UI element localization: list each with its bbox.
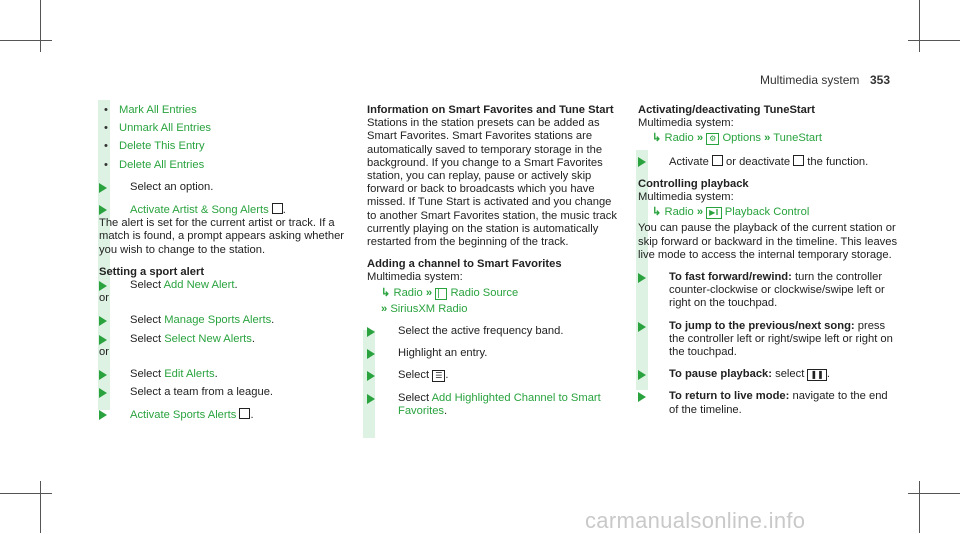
step-arrow-icon: [99, 316, 107, 326]
checkbox-icon: [239, 408, 250, 419]
step: Select an option.: [99, 181, 349, 194]
step: Select Add New Alert.: [99, 279, 349, 292]
play-pause-icon: ▶‖: [706, 207, 721, 219]
path-arrow-icon: ↳: [652, 206, 662, 219]
section-heading: Adding a channel to Smart Favorites: [367, 258, 562, 271]
checkbox-empty-icon: [793, 155, 804, 166]
menu-icon: ☰: [432, 370, 445, 382]
playback-description: You can pause the playback of the current station or skip forward or backward in the timeline. This leaves live mode to access the internal temporary storage.: [638, 222, 898, 261]
activate-artist-alerts-link[interactable]: Activate Artist & Song Alerts: [130, 204, 269, 217]
gear-icon: ⚙: [706, 133, 719, 145]
manage-sports-alerts-link[interactable]: Manage Sports Alerts: [164, 314, 272, 327]
step-arrow-icon: [367, 394, 375, 404]
step-arrow-icon: [99, 205, 107, 215]
radio-link[interactable]: Radio: [393, 286, 423, 299]
path-chevron-icon: »: [381, 302, 388, 315]
step-arrow-icon: [367, 371, 375, 381]
step-arrow-icon: [99, 335, 107, 345]
menu-path-label: Multimedia system:: [367, 271, 463, 284]
column-1: [99, 104, 349, 423]
menu-path-label: Multimedia system:: [638, 117, 734, 130]
step-arrow-icon: [99, 370, 107, 380]
watermark: carmanualsonline.info: [585, 508, 806, 533]
add-new-alert-link[interactable]: Add New Alert: [163, 279, 235, 292]
list-item[interactable]: • Delete This Entry: [99, 140, 349, 153]
section-heading: Controlling playback: [638, 177, 749, 190]
step: To return to live mode: navigate to the end of the timeline.: [638, 390, 898, 416]
activate-sports-alerts-link[interactable]: Activate Sports Alerts: [130, 409, 237, 422]
path-arrow-icon: ↳: [652, 132, 662, 145]
step: Select ☰ .: [367, 369, 617, 382]
step: Highlight an entry.: [367, 347, 617, 360]
section-heading: Setting a sport alert: [99, 265, 205, 278]
section-heading: Activating/deactivating TuneStart: [638, 104, 815, 116]
step: Select a team from a league.: [99, 386, 349, 399]
list-item[interactable]: • Mark All Entries: [99, 104, 349, 117]
playback-control-link[interactable]: Playback Control: [724, 206, 810, 219]
radio-link[interactable]: Radio: [664, 206, 694, 219]
menu-path: [638, 206, 898, 219]
list-item[interactable]: • Unmark All Entries: [99, 122, 349, 135]
step-arrow-icon: [99, 281, 107, 291]
step-arrow-icon: [99, 183, 107, 193]
menu-path: [367, 303, 617, 316]
smart-favorites-info: Stations in the station presets can be added as Smart Favorites. Smart Favorites stations are automatically saved to temporary storage in the background. If you change to a Smart Favorites station, you can replay, pause or actively skip forward or back to broadcasts which you have missed. If Tune Start is activated and you change to another Smart Favorites station, the music track currently playing on the station is automatically restarted from the beginning of the track.: [367, 117, 617, 249]
page-header-title: Multimedia system: [760, 73, 860, 87]
path-chevron-icon: »: [764, 132, 771, 145]
step: To jump to the previous/next song: press the controller left or right/swipe left or right on the touchpad.: [638, 320, 898, 360]
menu-path: [367, 287, 617, 300]
step: Select Select New Alerts.: [99, 333, 349, 346]
path-chevron-icon: »: [696, 206, 704, 219]
step: Activate Artist & Song Alerts .: [99, 203, 349, 217]
crop-mark: [0, 493, 52, 494]
crop-mark: [40, 0, 41, 52]
step: Select the active frequency band.: [367, 325, 617, 338]
step-arrow-icon: [99, 388, 107, 398]
list-item[interactable]: • Delete All Entries: [99, 159, 349, 172]
checkbox-icon: [272, 203, 283, 214]
edit-alerts-link[interactable]: Edit Alerts: [164, 368, 215, 381]
crop-mark: [908, 40, 960, 41]
tunestart-link[interactable]: TuneStart: [773, 132, 822, 145]
column-2: [367, 104, 617, 418]
step: Select Add Highlighted Channel to Smart Favorites.: [367, 392, 617, 418]
add-highlighted-channel-link[interactable]: Add Highlighted Channel to Smart Favorites: [398, 391, 601, 417]
path-arrow-icon: ↳: [381, 286, 391, 299]
radio-link[interactable]: Radio: [664, 132, 694, 145]
step-arrow-icon: [638, 370, 646, 380]
siriusxm-radio-link[interactable]: SiriusXM Radio: [390, 302, 468, 315]
radio-source-link[interactable]: Radio Source: [450, 286, 519, 299]
step-arrow-icon: [99, 410, 107, 420]
crop-mark: [40, 481, 41, 533]
column-3: [638, 104, 898, 417]
step: Activate Sports Alerts .: [99, 408, 349, 422]
step-arrow-icon: [638, 273, 646, 283]
crop-mark: [908, 493, 960, 494]
pause-icon: ❚❚: [807, 369, 826, 381]
options-link[interactable]: Options: [722, 132, 762, 145]
step-arrow-icon: [638, 392, 646, 402]
section-heading: Information on Smart Favorites and Tune Start: [367, 104, 614, 116]
checkbox-checked-icon: [712, 155, 723, 166]
alert-description: The alert is set for the current artist or track. If a match is found, a prompt appears asking whether you wish to change to the station.: [99, 217, 345, 256]
crop-mark: [919, 0, 920, 52]
path-chevron-icon: »: [696, 132, 704, 145]
or-text: or: [99, 292, 109, 305]
step: Select Manage Sports Alerts.: [99, 314, 349, 327]
step-arrow-icon: [367, 327, 375, 337]
step: Select Edit Alerts.: [99, 368, 349, 381]
step-arrow-icon: [638, 157, 646, 167]
step-arrow-icon: [367, 349, 375, 359]
menu-path-label: Multimedia system:: [638, 191, 734, 204]
crop-mark: [919, 481, 920, 533]
menu-path: [638, 132, 898, 145]
crop-mark: [0, 40, 52, 41]
radio-source-icon: ▏: [435, 288, 447, 300]
select-new-alerts-link[interactable]: Select New Alerts: [164, 332, 252, 345]
step: To pause playback: select ❚❚ .: [638, 368, 898, 381]
path-chevron-icon: »: [425, 286, 433, 299]
or-text: or: [99, 345, 109, 358]
page-number: 353: [870, 73, 891, 87]
step-arrow-icon: [638, 322, 646, 332]
step: To fast forward/rewind: turn the controller counter-clockwise or clockwise/swipe left or right on the touchpad.: [638, 271, 898, 311]
step: Activate or deactivate the function.: [638, 155, 898, 169]
